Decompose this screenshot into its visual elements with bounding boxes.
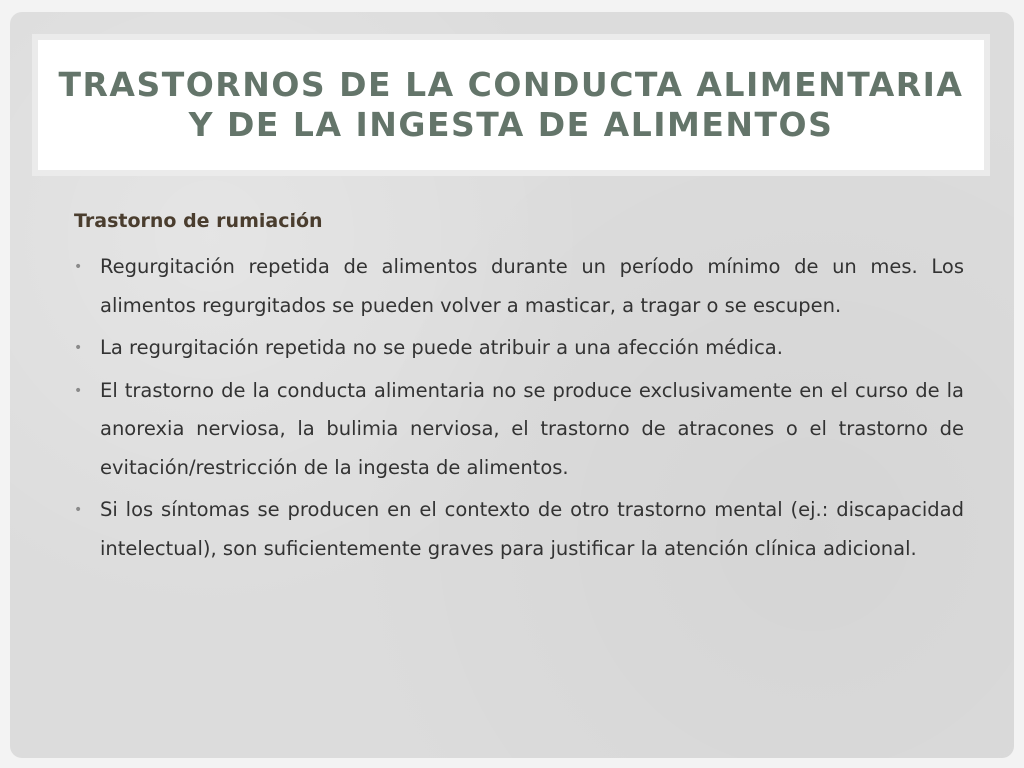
bullet-list — [74, 248, 964, 568]
bullet-icon: • — [74, 259, 83, 275]
bullet-text: Si los síntomas se producen en el contexto de otro trastorno mental (ej.: discapacidad intelectual), son suficientemente graves para justificar la atención clínica adicional. — [100, 498, 964, 560]
slide-title-line-2: Y DE LA INGESTA DE ALIMENTOS — [188, 105, 834, 144]
bullet-icon: • — [74, 340, 83, 356]
bullet-text: Regurgitación repetida de alimentos durante un período mínimo de un mes. Los alimentos regurgitados se pueden volver a masticar, a tragar o se escupen. — [100, 255, 964, 317]
bullet-item — [74, 372, 964, 488]
slide-title — [59, 65, 964, 145]
title-box — [32, 34, 990, 176]
bullet-text: La regurgitación repetida no se puede atribuir a una afección médica. — [100, 336, 783, 359]
bullet-icon: • — [74, 502, 83, 518]
slide — [10, 12, 1014, 758]
bullet-item — [74, 491, 964, 568]
bullet-icon: • — [74, 382, 83, 399]
bullet-text: El trastorno de la conducta alimentaria no se produce exclusivamente en el curso de la anorexia nerviosa, la bulimia nerviosa, el trastorno de atracones o el trastorno de evitación/restricción de la ingesta de alimentos. — [100, 378, 964, 479]
bullet-item — [74, 329, 964, 368]
slide-content — [74, 208, 964, 572]
section-subtitle: Trastorno de rumiación — [74, 210, 323, 232]
slide-title-line-1: TRASTORNOS DE LA CONDUCTA ALIMENTARIA — [58, 65, 964, 104]
bullet-item — [74, 248, 964, 325]
